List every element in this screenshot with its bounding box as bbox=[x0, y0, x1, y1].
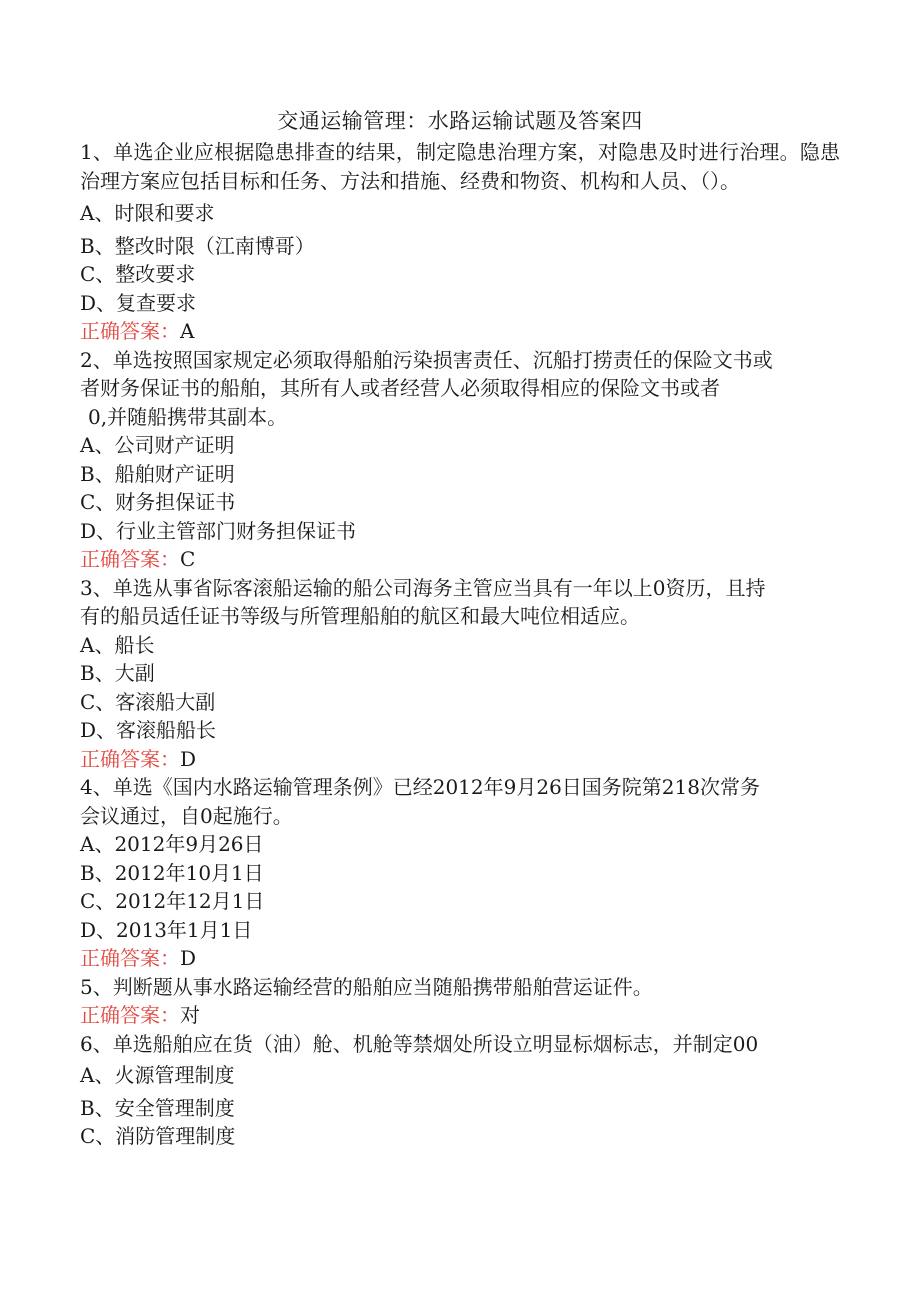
question-3-option-d: D、客滚船船长 bbox=[80, 718, 217, 742]
answer-value: C bbox=[180, 547, 196, 571]
question-2-answer bbox=[80, 545, 840, 574]
question-3-stem-line-1: 3、单选从事省际客滚船运输的船公司海务主管应当具有一年以上0资历，且持 bbox=[80, 575, 766, 600]
question-1-option-a: A、时限和要求 bbox=[80, 201, 215, 225]
question-2-option-b: B、船舶财产证明 bbox=[80, 461, 235, 486]
question-3-option-c: C、客滚船大副 bbox=[80, 689, 216, 714]
question-2-stem-line-1: 2、单选按照国家规定必须取得船舶污染损害责任、沉船打捞责任的保险文书或 bbox=[80, 347, 773, 372]
question-3-answer bbox=[80, 745, 840, 774]
question-3-option-a: A、船长 bbox=[80, 632, 155, 657]
question-2-option-c: C、财务担保证书 bbox=[80, 490, 236, 514]
question-6-option-b: B、安全管理制度 bbox=[80, 1095, 235, 1120]
question-4-stem-line-2: 会议通过，自0起施行。 bbox=[80, 803, 293, 828]
question-1-option-c: C、整改要求 bbox=[80, 262, 196, 286]
question-1-option-d: D、复查要求 bbox=[80, 290, 197, 315]
answer-label: 正确答案： bbox=[80, 946, 180, 970]
question-4-stem-line-1: 4、单选《国内水路运输管理条例》已经2012年9月26日国务院第218次常务 bbox=[80, 775, 760, 799]
document-title: 交通运输管理：水路运输试题及答案四 bbox=[277, 109, 643, 133]
question-6-option-c: C、消防管理制度 bbox=[80, 1124, 236, 1148]
question-3-option-b: B、大副 bbox=[80, 661, 155, 685]
answer-label: 正确答案： bbox=[80, 1003, 180, 1027]
question-4-option-c: C、2012年12月1日 bbox=[80, 889, 265, 913]
question-2-stem-line-3: 0,并随船携带其副本。 bbox=[88, 404, 288, 429]
answer-label: 正确答案： bbox=[80, 319, 180, 343]
question-4-option-d: D、2013年1月1日 bbox=[80, 917, 253, 942]
answer-value: A bbox=[180, 319, 195, 343]
question-1-option-b: B、整改时限（江南博哥） bbox=[80, 233, 315, 258]
answer-value: 对 bbox=[180, 1003, 200, 1027]
question-1-answer bbox=[80, 317, 840, 346]
question-2-option-d: D、行业主管部门财务担保证书 bbox=[80, 518, 357, 543]
question-5-answer bbox=[80, 1001, 840, 1030]
question-4-option-b: B、2012年10月1日 bbox=[80, 860, 264, 885]
question-2-option-a: A、公司财产证明 bbox=[80, 433, 235, 457]
question-6-option-a: A、火源管理制度 bbox=[80, 1063, 235, 1087]
answer-label: 正确答案： bbox=[80, 746, 180, 771]
answer-value: D bbox=[180, 946, 197, 970]
question-6-stem: 6、单选船舶应在货（油）舱、机舱等禁烟处所设立明显标烟标志，并制定00 bbox=[80, 1031, 759, 1056]
question-4-answer bbox=[80, 944, 840, 973]
question-2-stem-line-2: 者财务保证书的船舶，其所有人或者经营人必须取得相应的保险文书或者 bbox=[80, 376, 720, 400]
question-4-option-a: A、2012年9月26日 bbox=[80, 832, 264, 856]
answer-label: 正确答案： bbox=[80, 547, 180, 571]
question-1-stem: 1、单选企业应根据隐患排查的结果，制定隐患治理方案，对隐患及时进行治理。隐患治理方案应包括目标和任务、方法和措施、经费和物资、机构和人员、（）。 bbox=[80, 140, 840, 193]
answer-value: D bbox=[180, 746, 197, 771]
question-5-stem: 5、判断题从事水路运输经营的船舶应当随船携带船舶营运证件。 bbox=[80, 974, 653, 999]
question-3-stem-line-2: 有的船员适任证书等级与所管理船舶的航区和最大吨位相适应。 bbox=[80, 604, 640, 628]
